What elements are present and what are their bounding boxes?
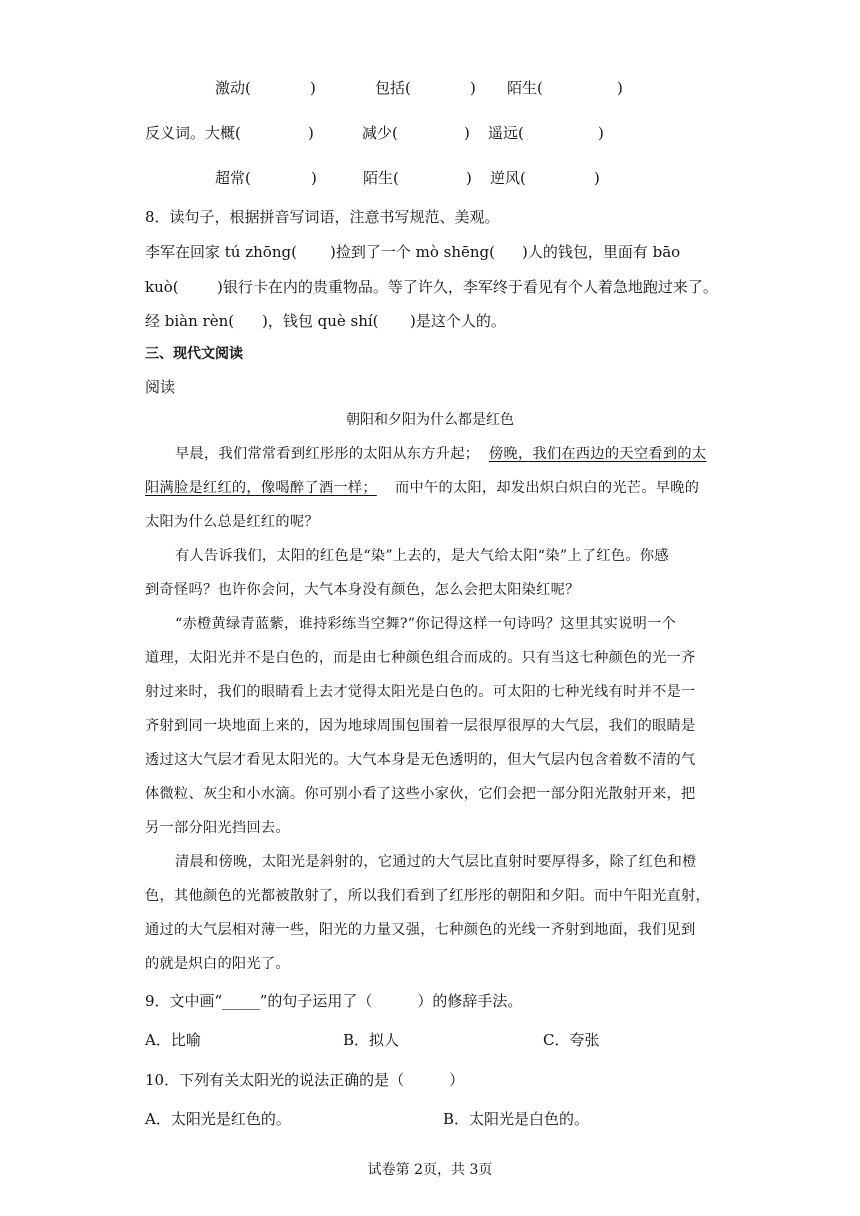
word-jidong: 激动(	[215, 79, 251, 97]
word-nifeng: 逆风(	[490, 169, 526, 187]
blank-close: )	[594, 169, 600, 187]
q8-line3-b: )，钱包 què shí(	[262, 312, 379, 330]
p1-text: 早晨，我们常常看到红彤彤的太阳从东方升起；	[175, 446, 480, 462]
q8-line2-a: kuò(	[145, 278, 179, 296]
page-footer: 试卷第 2页，共 3页	[367, 1162, 493, 1178]
p4-line: 通过的大气层相对薄一些，阳光的力量又强，七种颜色的光线一齐射到地面，我们见到	[145, 922, 696, 938]
blank-close: )	[310, 79, 316, 97]
q8-line1-b: )捡到了一个 mò shēng(	[330, 243, 495, 261]
p4-line: 清晨和傍晚，太阳光是斜射的，它通过的大气层比直射时要厚得多，除了红色和橙	[175, 854, 697, 870]
q8-line1-a: 李军在回家 tú zhōng(	[145, 243, 297, 261]
q9-option-b[interactable]: B．拟人	[343, 1031, 400, 1049]
word-yaoyuan: 遥远(	[488, 124, 524, 142]
word-baokuo: 包括(	[375, 79, 411, 97]
p1-underlined-sentence: 阳满脸是红红的，像喝醉了酒一样；	[145, 480, 377, 496]
p4-line: 的就是炽白的阳光了。	[145, 956, 290, 972]
q9-option-c[interactable]: C．夸张	[543, 1031, 600, 1049]
p3-line: 透过这大气层才看见太阳光的。大气本身是无色透明的，但大气层内包含着数不清的气	[145, 752, 696, 768]
section-heading: 三、现代文阅读	[145, 346, 243, 362]
p3-line: 齐射到同一块地面上来的，因为地球周围包围着一层很厚很厚的大气层，我们的眼睛是	[145, 718, 696, 734]
antonym-label-dagai: 反义词。大概(	[145, 124, 241, 142]
p1-underlined-sentence: 傍晚，我们在西边的天空看到的太	[489, 446, 707, 462]
p2-line: 到奇怪吗？也许你会问，大气本身没有颜色，怎么会把太阳染红呢？	[145, 582, 580, 598]
word-mosheng: 陌生(	[507, 79, 543, 97]
word-jianshao: 减少(	[362, 124, 398, 142]
blank-close: )	[466, 169, 472, 187]
blank-close: )	[617, 79, 623, 97]
q10-option-a[interactable]: A．太阳光是红色的。	[145, 1110, 291, 1128]
p3-line: 射过来时，我们的眼睛看上去才觉得太阳光是白色的。可太阳的七种光线有时并不是一	[145, 684, 696, 700]
p4-line: 色，其他颜色的光都被散射了，所以我们看到了红彤彤的朝阳和夕阳。而中午阳光直射，	[145, 888, 711, 904]
p1-text: 而中午的太阳，却发出炽白炽白的光芒。早晚的	[395, 480, 700, 496]
p2-line: 有人告诉我们，太阳的红色是“染”上去的，是大气给太阳“染”上了红色。你感	[175, 548, 669, 564]
p1-text: 太阳为什么总是红红的呢？	[145, 514, 319, 530]
blank-close: )	[464, 124, 470, 142]
q8-line3-a: 经 biàn rèn(	[145, 312, 235, 330]
word-mosheng: 陌生(	[363, 169, 399, 187]
blank-close: )	[598, 124, 604, 142]
p3-line: “赤橙黄绿青蓝紫，谁持彩练当空舞?”你记得这样一句诗吗？这里其实说明一个	[175, 616, 677, 632]
blank-close: )	[311, 169, 317, 187]
p3-line: 道理，太阳光并不是白色的，而是由七种颜色组合而成的。只有当这七种颜色的光一齐	[145, 650, 696, 666]
reading-label: 阅读	[145, 378, 176, 396]
p3-line: 体微粒、灰尘和小水滴。你可别小看了这些小家伙，它们会把一部分阳光散射开来，把	[145, 786, 696, 802]
q9-stem: 9．文中画“_____”的句子运用了（ ）的修辞手法。	[145, 992, 523, 1010]
p3-line: 另一部分阳光挡回去。	[145, 820, 290, 836]
word-chaochang: 超常(	[215, 169, 251, 187]
q10-stem: 10．下列有关太阳光的说法正确的是（ ）	[145, 1071, 465, 1089]
passage-title: 朝阳和夕阳为什么都是红色	[346, 412, 514, 428]
q8-line1-c: )人的钱包，里面有 bāo	[522, 243, 681, 261]
q8-line2-b: )银行卡在内的贵重物品。等了许久，李军终于看见有个人着急地跑过来了。	[217, 278, 718, 296]
q8-line3-c: )是这个人的。	[410, 312, 506, 330]
blank-close: )	[308, 124, 314, 142]
q9-option-a[interactable]: A．比喻	[145, 1031, 201, 1049]
q8-prompt: 8．读句子，根据拼音写词语，注意书写规范、美观。	[145, 208, 500, 226]
q10-option-b[interactable]: B．太阳光是白色的。	[443, 1110, 590, 1128]
blank-close: )	[470, 79, 476, 97]
